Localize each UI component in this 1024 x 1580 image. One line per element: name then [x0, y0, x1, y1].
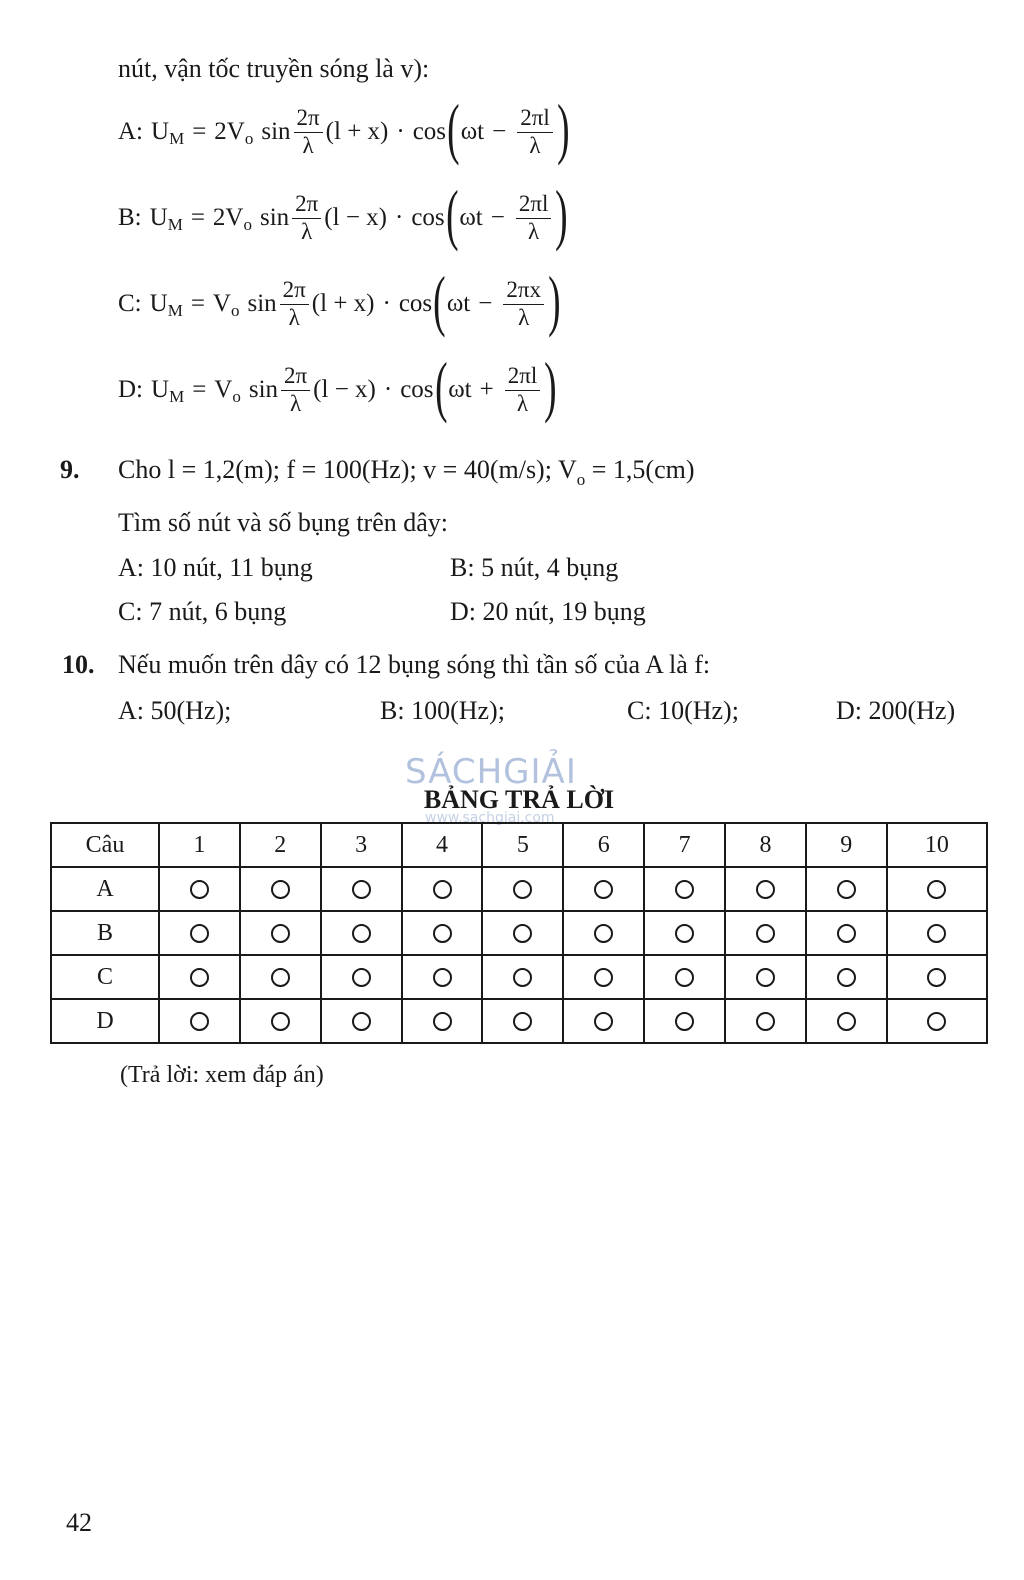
- question-10-option-a: A: 50(Hz);: [118, 696, 232, 725]
- answer-cell[interactable]: [159, 867, 240, 911]
- answer-bubble-icon[interactable]: [352, 880, 371, 899]
- answer-bubble-icon[interactable]: [675, 924, 694, 943]
- header-cell-question: 2: [240, 823, 321, 867]
- left-paren: (: [434, 348, 448, 424]
- answer-cell[interactable]: [887, 955, 987, 999]
- operator: +: [479, 376, 494, 403]
- answer-bubble-icon[interactable]: [433, 880, 452, 899]
- answer-bubble-icon[interactable]: [837, 968, 856, 987]
- page-number: 42: [66, 1508, 92, 1537]
- cos-function: cos: [412, 118, 447, 145]
- answer-cell[interactable]: [806, 999, 887, 1043]
- fraction-numerator: 2πl: [517, 105, 553, 132]
- cos-function: cos: [411, 204, 445, 231]
- answer-cell[interactable]: [725, 999, 806, 1043]
- omega-t: ωt: [460, 118, 485, 145]
- subscript-o: o: [230, 301, 240, 320]
- answer-cell[interactable]: [321, 911, 402, 955]
- option-8-a: [118, 92, 570, 172]
- fraction-numerator: 2π: [294, 105, 323, 132]
- header-cell-question: 7: [644, 823, 725, 867]
- answer-cell[interactable]: [159, 911, 240, 955]
- fraction-phase: [505, 363, 541, 417]
- cos-function: cos: [400, 376, 434, 403]
- amplitude: 2V: [214, 118, 245, 145]
- row-label: B: [51, 911, 159, 955]
- answer-bubble-icon[interactable]: [675, 880, 694, 899]
- answer-cell[interactable]: [240, 999, 321, 1043]
- header-cell-question: 5: [482, 823, 563, 867]
- fraction-2pi-lambda: [292, 191, 321, 245]
- operator: −: [478, 290, 493, 317]
- answer-bubble-icon[interactable]: [756, 1012, 775, 1031]
- answer-cell[interactable]: [644, 999, 725, 1043]
- answer-cell[interactable]: [806, 955, 887, 999]
- right-paren: ): [544, 348, 557, 424]
- answer-table-title: BẢNG TRẢ LỜI: [423, 785, 615, 814]
- subscript-o: o: [232, 387, 241, 406]
- question-9-given: [118, 455, 695, 489]
- subscript-m: M: [169, 387, 185, 406]
- sin-argument: (l + x): [325, 118, 389, 145]
- option-8-d: [118, 350, 558, 430]
- answer-cell[interactable]: [402, 955, 483, 999]
- symbol-u: U: [151, 118, 170, 145]
- intro-line: nút, vận tốc truyền sóng là v):: [118, 54, 430, 83]
- answer-bubble-icon[interactable]: [271, 968, 290, 987]
- question-9-given-sub: o: [576, 470, 586, 489]
- answer-table-row: [51, 867, 987, 911]
- answer-cell[interactable]: [644, 911, 725, 955]
- watermark-url: www.sachgiai.com: [425, 810, 555, 826]
- question-10-prompt: Nếu muốn trên dây có 12 bụng sóng thì tần số của A là f:: [118, 650, 711, 679]
- answer-cell[interactable]: [563, 999, 644, 1043]
- question-9-number: 9.: [60, 455, 80, 484]
- answer-bubble-icon[interactable]: [513, 924, 532, 943]
- watermark-logo: SÁCHGIẢI: [405, 752, 577, 792]
- answer-cell[interactable]: [321, 867, 402, 911]
- answer-cell[interactable]: [482, 867, 563, 911]
- answer-bubble-icon[interactable]: [352, 968, 371, 987]
- answer-cell[interactable]: [240, 911, 321, 955]
- header-cell-question: 1: [159, 823, 240, 867]
- answer-cell[interactable]: [563, 867, 644, 911]
- question-10-option-b: B: 100(Hz);: [380, 696, 505, 725]
- dot-operator: ·: [395, 204, 404, 231]
- answer-table-row: [51, 911, 987, 955]
- answer-bubble-icon[interactable]: [927, 1012, 946, 1031]
- answer-bubble-icon[interactable]: [190, 968, 209, 987]
- operator: −: [492, 118, 507, 145]
- fraction-phase: [517, 105, 553, 159]
- symbol-u: U: [151, 376, 170, 403]
- answer-cell[interactable]: [159, 999, 240, 1043]
- equals-sign: =: [190, 290, 205, 317]
- answer-cell[interactable]: [240, 955, 321, 999]
- subscript-o: o: [244, 129, 254, 148]
- answer-bubble-icon[interactable]: [513, 1012, 532, 1031]
- dot-operator: ·: [382, 290, 391, 317]
- answer-bubble-icon[interactable]: [190, 924, 209, 943]
- right-paren: ): [555, 176, 568, 252]
- fraction-numerator: 2πl: [505, 363, 541, 390]
- answer-bubble-icon[interactable]: [271, 1012, 290, 1031]
- answer-cell[interactable]: [806, 911, 887, 955]
- answer-cell[interactable]: [725, 867, 806, 911]
- fraction-denominator: λ: [288, 304, 300, 330]
- option-label: D:: [118, 376, 143, 403]
- answer-bubble-icon[interactable]: [837, 880, 856, 899]
- amplitude: 2V: [212, 204, 244, 231]
- header-cell-question: 4: [402, 823, 483, 867]
- row-label: A: [51, 867, 159, 911]
- answer-cell[interactable]: [240, 867, 321, 911]
- sin-function: sin: [259, 204, 290, 231]
- fraction-denominator: λ: [516, 390, 529, 416]
- answer-bubble-icon[interactable]: [927, 968, 946, 987]
- omega-t: ωt: [448, 376, 472, 403]
- option-label: C:: [118, 290, 142, 317]
- amplitude: V: [214, 376, 233, 403]
- answer-cell[interactable]: [644, 955, 725, 999]
- answer-bubble-icon[interactable]: [756, 924, 775, 943]
- option-label: B:: [118, 204, 142, 231]
- sin-function: sin: [261, 118, 291, 145]
- header-cell-cau: Câu: [51, 823, 159, 867]
- fraction-2pi-lambda: [281, 363, 310, 417]
- answer-bubble-icon[interactable]: [927, 924, 946, 943]
- question-9-option-a: A: 10 nút, 11 bụng: [118, 553, 313, 582]
- header-cell-question: 8: [725, 823, 806, 867]
- answer-table-header-row: [51, 823, 987, 867]
- answer-cell[interactable]: [482, 955, 563, 999]
- question-9-option-d: D: 20 nút, 19 bụng: [450, 597, 646, 626]
- right-paren: ): [556, 90, 570, 166]
- answer-cell[interactable]: [644, 867, 725, 911]
- fraction-numerator: 2π: [280, 277, 309, 304]
- question-9-option-c: C: 7 nút, 6 bụng: [118, 597, 287, 626]
- symbol-u: U: [149, 290, 168, 317]
- answer-cell[interactable]: [402, 867, 483, 911]
- subscript-o: o: [243, 215, 252, 234]
- equals-sign: =: [192, 118, 207, 145]
- answer-footnote: (Trả lời: xem đáp án): [120, 1062, 324, 1088]
- header-cell-question: 10: [887, 823, 987, 867]
- fraction-denominator: λ: [302, 132, 314, 158]
- fraction-2pi-lambda: [280, 277, 309, 331]
- answer-bubble-icon[interactable]: [837, 924, 856, 943]
- fraction-numerator: 2πl: [516, 191, 552, 218]
- operator: −: [490, 204, 505, 231]
- answer-table: [50, 822, 988, 1044]
- answer-cell[interactable]: [725, 955, 806, 999]
- answer-cell[interactable]: [482, 999, 563, 1043]
- amplitude: V: [212, 290, 231, 317]
- left-paren: (: [447, 90, 460, 166]
- answer-bubble-icon[interactable]: [594, 880, 613, 899]
- question-9-option-b: B: 5 nút, 4 bụng: [450, 553, 619, 582]
- subscript-m: M: [169, 129, 185, 148]
- sin-function: sin: [247, 290, 277, 317]
- answer-bubble-icon[interactable]: [513, 968, 532, 987]
- header-cell-question: 3: [321, 823, 402, 867]
- answer-bubble-icon[interactable]: [190, 1012, 209, 1031]
- answer-bubble-icon[interactable]: [675, 968, 694, 987]
- fraction-phase: [516, 191, 552, 245]
- question-10-option-d: D: 200(Hz): [836, 696, 956, 725]
- answer-cell[interactable]: [563, 911, 644, 955]
- answer-bubble-icon[interactable]: [927, 880, 946, 899]
- answer-cell[interactable]: [887, 867, 987, 911]
- cos-function: cos: [398, 290, 433, 317]
- sin-argument: (l − x): [324, 204, 387, 231]
- answer-bubble-icon[interactable]: [594, 968, 613, 987]
- left-paren: (: [433, 262, 446, 338]
- equals-sign: =: [192, 376, 207, 403]
- question-9-given-end: = 1,5(cm): [585, 455, 695, 484]
- answer-bubble-icon[interactable]: [271, 924, 290, 943]
- question-9-prompt: Tìm số nút và số bụng trên dây:: [118, 508, 449, 537]
- fraction-denominator: λ: [528, 218, 540, 244]
- fraction-numerator: 2πx: [503, 277, 544, 304]
- fraction-denominator: λ: [529, 132, 541, 158]
- question-10-option-c: C: 10(Hz);: [627, 696, 739, 725]
- answer-bubble-icon[interactable]: [594, 1012, 613, 1031]
- answer-table-row: [51, 955, 987, 999]
- option-label: A:: [118, 118, 143, 145]
- equals-sign: =: [190, 204, 205, 231]
- fraction-denominator: λ: [301, 218, 313, 244]
- answer-cell[interactable]: [563, 955, 644, 999]
- answer-table-row: [51, 999, 987, 1043]
- header-cell-question: 6: [563, 823, 644, 867]
- answer-cell[interactable]: [482, 911, 563, 955]
- answer-bubble-icon[interactable]: [594, 924, 613, 943]
- answer-bubble-icon[interactable]: [675, 1012, 694, 1031]
- header-cell-question: 9: [806, 823, 887, 867]
- answer-bubble-icon[interactable]: [433, 1012, 452, 1031]
- fraction-phase: [503, 277, 544, 331]
- answer-cell[interactable]: [402, 999, 483, 1043]
- answer-cell[interactable]: [159, 955, 240, 999]
- sin-function: sin: [248, 376, 279, 403]
- fraction-2pi-lambda: [294, 105, 323, 159]
- option-8-c: [118, 264, 562, 344]
- answer-bubble-icon[interactable]: [352, 1012, 371, 1031]
- answer-cell[interactable]: [321, 955, 402, 999]
- row-label: D: [51, 999, 159, 1043]
- fraction-numerator: 2π: [292, 191, 321, 218]
- answer-bubble-icon[interactable]: [756, 968, 775, 987]
- row-label: C: [51, 955, 159, 999]
- symbol-u: U: [149, 204, 168, 231]
- answer-cell[interactable]: [887, 999, 987, 1043]
- answer-cell[interactable]: [402, 911, 483, 955]
- omega-t: ωt: [446, 290, 471, 317]
- answer-bubble-icon[interactable]: [190, 880, 209, 899]
- answer-bubble-icon[interactable]: [513, 880, 532, 899]
- question-9-given-text: Cho l = 1,2(m); f = 100(Hz); v = 40(m/s); V: [118, 455, 577, 484]
- answer-bubble-icon[interactable]: [756, 880, 775, 899]
- option-8-b: [118, 178, 569, 258]
- dot-operator: ·: [383, 376, 393, 403]
- answer-bubble-icon[interactable]: [433, 924, 452, 943]
- answer-bubble-icon[interactable]: [837, 1012, 856, 1031]
- answer-cell[interactable]: [887, 911, 987, 955]
- question-10-number: 10.: [62, 650, 95, 679]
- fraction-denominator: λ: [290, 390, 302, 416]
- sin-argument: (l + x): [311, 290, 375, 317]
- fraction-denominator: λ: [518, 304, 530, 330]
- answer-bubble-icon[interactable]: [352, 924, 371, 943]
- left-paren: (: [445, 176, 459, 252]
- dot-operator: ·: [396, 118, 405, 145]
- omega-t: ωt: [459, 204, 483, 231]
- answer-bubble-icon[interactable]: [271, 880, 290, 899]
- right-paren: ): [548, 262, 561, 338]
- sin-argument: (l − x): [313, 376, 376, 403]
- fraction-numerator: 2π: [281, 363, 310, 390]
- answer-cell[interactable]: [806, 867, 887, 911]
- subscript-m: M: [167, 301, 183, 320]
- answer-cell[interactable]: [725, 911, 806, 955]
- subscript-m: M: [167, 215, 183, 234]
- answer-bubble-icon[interactable]: [433, 968, 452, 987]
- answer-cell[interactable]: [321, 999, 402, 1043]
